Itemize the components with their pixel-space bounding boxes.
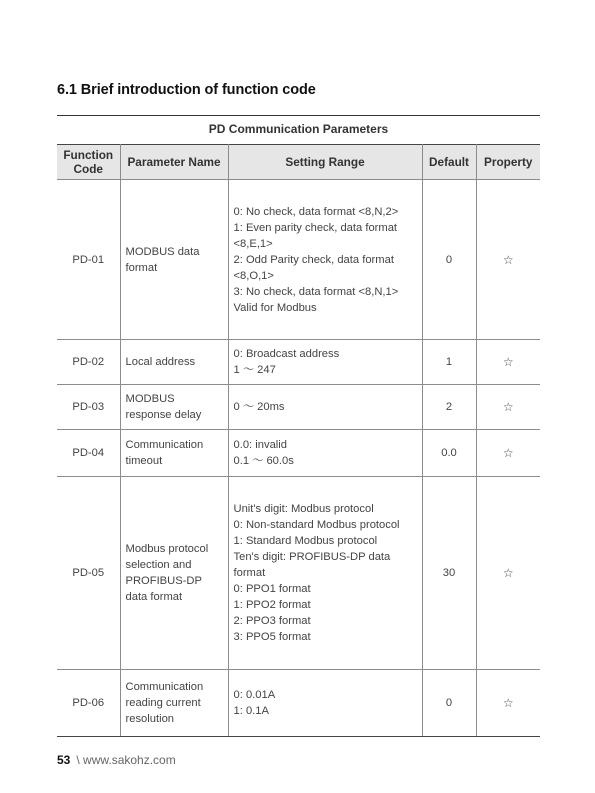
- range-line: 2: Odd Parity check, data format: [233, 253, 394, 266]
- table-row: [57, 477, 540, 670]
- table-row: [57, 670, 540, 737]
- parameter-name: Modbus protocol selection and PROFIBUS-DP data format: [120, 477, 228, 670]
- range-line: 1: 0.1A: [233, 705, 269, 717]
- table-row: [57, 430, 540, 477]
- setting-range: [228, 477, 422, 670]
- range-line: 3: No check, data format <8,N,1>: [233, 285, 399, 298]
- header-function-code: Function Code: [57, 145, 120, 180]
- function-code: PD-05: [57, 477, 120, 670]
- default-value: 1: [422, 340, 476, 385]
- table-top-rule: [57, 115, 540, 116]
- setting-range: [228, 670, 422, 737]
- range-line: 0: No check, data format <8,N,2>: [233, 205, 399, 218]
- parameter-name: Communication timeout: [120, 430, 228, 477]
- default-value: 30: [422, 477, 476, 670]
- range-line: 0 ～ 20ms: [233, 401, 285, 413]
- header-default: Default: [422, 145, 476, 180]
- parameter-name: Communication reading current resolution: [120, 670, 228, 737]
- range-line: 1 ～ 247: [233, 364, 276, 376]
- table-caption: PD Communication Parameters: [208, 122, 389, 136]
- range-line: 0: Non-standard Modbus protocol: [233, 519, 400, 531]
- setting-range: [228, 430, 422, 477]
- header-setting-range: Setting Range: [228, 145, 422, 180]
- property-star-icon: ☆: [476, 430, 540, 477]
- setting-range: [228, 340, 422, 385]
- parameter-table: [57, 144, 540, 737]
- setting-range: [228, 180, 422, 340]
- range-line: 0: 0.01A: [233, 689, 276, 701]
- default-value: 2: [422, 385, 476, 430]
- header-property: Property: [476, 145, 540, 180]
- range-line: 2: PPO3 format: [233, 615, 311, 627]
- property-star-icon: ☆: [476, 385, 540, 430]
- function-code: PD-06: [57, 670, 120, 737]
- page-number: 53: [57, 753, 71, 767]
- range-line: <8,O,1>: [233, 269, 274, 282]
- range-line: Unit's digit: Modbus protocol: [233, 503, 374, 515]
- function-code: PD-01: [57, 180, 120, 340]
- range-line: Valid for Modbus: [233, 301, 317, 314]
- default-value: 0: [422, 670, 476, 737]
- range-line: 0: Broadcast address: [233, 348, 340, 360]
- range-line: <8,E,1>: [233, 237, 273, 250]
- range-line: 1: Standard Modbus protocol: [233, 535, 378, 547]
- range-line: 1: PPO2 format: [233, 599, 311, 611]
- range-line: 0.0: invalid: [233, 439, 287, 451]
- function-code: PD-04: [57, 430, 120, 477]
- table-row: [57, 340, 540, 385]
- default-value: 0: [422, 180, 476, 340]
- parameter-name: MODBUS response delay: [120, 385, 228, 430]
- setting-range: [228, 385, 422, 430]
- page-footer: [57, 753, 176, 767]
- property-star-icon: ☆: [476, 180, 540, 340]
- header-parameter-name: Parameter Name: [120, 145, 228, 180]
- range-line: format: [233, 567, 266, 579]
- range-line: 0.1 ～ 60.0s: [233, 455, 294, 467]
- property-star-icon: ☆: [476, 340, 540, 385]
- range-line: 1: Even parity check, data format: [233, 221, 398, 234]
- table-row: [57, 180, 540, 340]
- function-code: PD-03: [57, 385, 120, 430]
- range-line: 0: PPO1 format: [233, 583, 311, 595]
- website-url: \ www.sakohz.com: [76, 753, 176, 767]
- range-line: 3: PPO5 format: [233, 631, 311, 643]
- range-line: Ten's digit: PROFIBUS-DP data: [233, 551, 391, 563]
- property-star-icon: ☆: [476, 670, 540, 737]
- parameter-name: Local address: [120, 340, 228, 385]
- table-row: [57, 385, 540, 430]
- default-value: 0.0: [422, 430, 476, 477]
- section-title: 6.1 Brief introduction of function code: [57, 82, 316, 98]
- parameter-name: MODBUS data format: [120, 180, 228, 340]
- function-code: PD-02: [57, 340, 120, 385]
- property-star-icon: ☆: [476, 477, 540, 670]
- table-header-row: [57, 145, 540, 180]
